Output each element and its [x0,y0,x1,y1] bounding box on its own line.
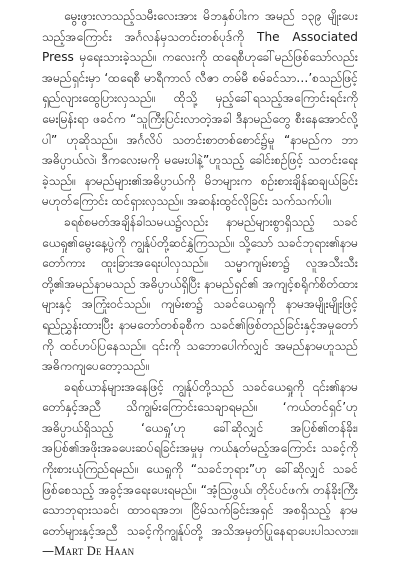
author-dash: — [42,544,55,559]
paragraph-1: မွေးဖွားလာသည့်သမီးလေးအား မိဘနှစ်ပါးက အမည် ၁၃၉ မျိုးပေးသည့်အကြောင်း အင်္ဂလန်မှသတင်းတစ်ပုဒ်ကို The Associated Press မှရေးသားခဲ့သည်။ ကလေးကို ထရေစီဟုခေါ်မည်ဖြစ်သော်လည်း အမည်ရှင်းမှာ ‘ထရေစီ မာရီကာလ် လီဇာ တမ်မီ စမ်ခင်သာ…’စသည်ဖြင့် ရှည်လျားထွေပြားလှသည်။ ထိုသို့ မှည့်ခေါ်ရသည့်အကြောင်းရင်းကို မေးမြန်းရာ ဖခင်က “သူကြီးပြင်းလာတဲ့အခါ ဒီနာမည်တွေ စီးနေအောင်လို့ပါ” ဟုဆိုသည်။ အင်္ဂလိပ် သတင်းစာတစ်စောင်၌မူ “နာမည်က ဘာအဓိပ္ပာယ်လဲ၊ ဒီကလေးမကို မမေးပါနဲ့”ဟူသည့် ခေါင်းစဉ်ဖြင့် သတင်းရေးခဲ့သည်။ နာမည်များ၏အဓိပ္ပာယ်ကို မိဘများက စဉ်းစားချိန်ဆချယ်ခြင်း မဟုတ်ကြောင်း ထင်ရှားလှသည်။ အဆန်းထွင်လိုခြင်း သက်သက်ပါ။ [42,9,358,209]
paragraph-3 [42,377,358,562]
devotional-page [42,6,358,562]
paragraph-3-text: ခရစ်ယာန်များအနေဖြင့် ကျွန်ုပ်တို့သည် သခင်ယေရှုကို ၎င်း၏နာမတော်နှင့်အညီ သိကျွမ်းကြောင်းသေချာရမည်။ ‘ကယ်တင်ရှင်’ဟု အဓိပ္ပာယ်ရှိသည့် ‘ယေရှု’ဟု ခေါ်ဆိုလျှင် အပြစ်၏တန်ခိုး၊ အပြစ်၏အဖိုးအခပေးဆပ်ရခြင်းအမှုမှ ကယ်နုတ်မည့်အကြောင်း သခင့်ကို ကိုးစားယုံကြည်ရမည်။ ယေရှုကို “သခင်ဘုရား”ဟု ခေါ်ဆိုလျှင် သခင်ဖြစ်စေသည့် အခွင့်အရေးပေးရမည်။ “အံ့ဩဖွယ်၊ တိုင်ပင်ဖက်၊ တန်ခိုးကြီးသောဘုရားသခင်၊ ထာဝရအဘ၊ ငြိမ်သက်ခြင်းအရှင် အစရှိသည့် နာမတော်များနှင့်အညီ သခင့်ကိုကျွန်ုပ်တို့ အသိအမှတ်ပြုနေရာပေးပါသလား။ [42,379,358,538]
author-name: Mart De Haan [54,544,135,559]
paragraph-2: ခရစ်စမတ်အချိန်ခါသမယ၌လည်း နာမည်များစွာရှိသည့် သခင်ယေရှု၏မွေးနေ့ပွဲကို ကျွန်ုပ်တို့ဆင်နွှဲကြသည်။ သို့သော် သခင်ဘုရား၏နာမတော်ကား ထူးခြားအရေးပါလှသည်။ သမ္မာကျမ်းစာ၌ လူအသီးသီးတို့၏အမည်နာမသည် အဓိပ္ပာယ်ရှိပြီး နာမည်ရှင်၏ အကျင့်စရိုက်စိတ်ထားများနှင့် အကြုံးဝင်သည်။ ကျမ်းစာ၌ သခင်ယေရှုကို နာမအမျိုးမျိုးဖြင့် ရည်ညွှန်းထားပြီး နာမတော်တစ်ခုစီက သခင်၏ဖြစ်တည်ခြင်းနှင့်အမှုတော်ကို ထင်ဟပ်ပြနေသည်။ ၎င်းကို သဘောပေါက်လျှင် အမည်နာမဟူသည် အဓိကကျပေတော့သည်။ [42,214,358,374]
